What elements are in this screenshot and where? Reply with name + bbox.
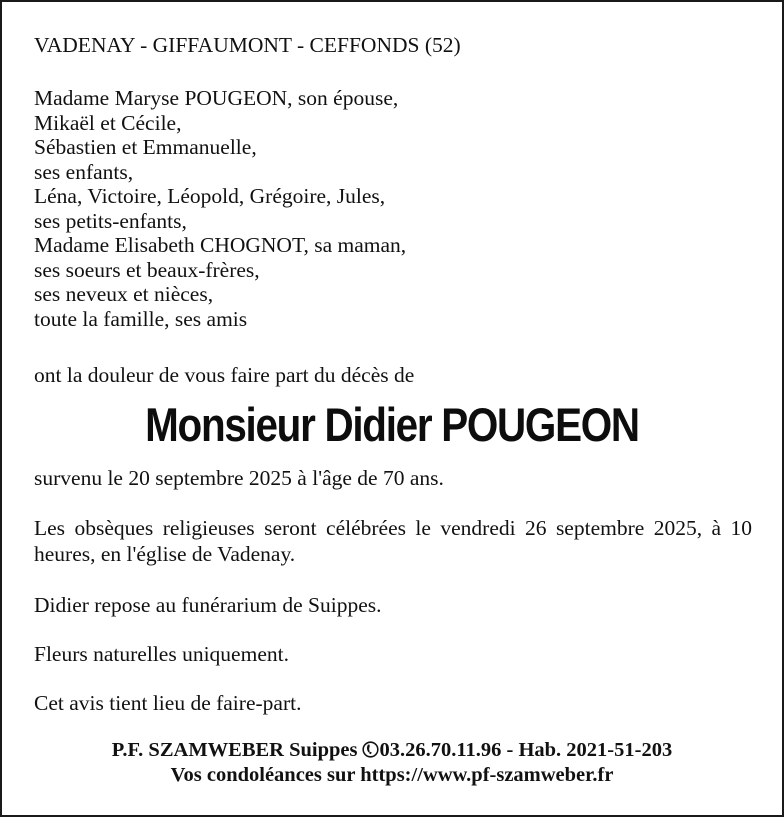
family-member-line: Mikaël et Cécile, xyxy=(34,110,182,135)
condolences-line: Vos condoléances sur https://www.pf-szamweber.fr xyxy=(170,764,614,786)
funeral-home-line xyxy=(2,738,782,763)
announcement-text: ont la douleur de vous faire part du décès de xyxy=(34,363,415,387)
family-member-line: Madame Elisabeth CHOGNOT, sa maman, xyxy=(34,233,407,257)
family-list xyxy=(34,86,406,331)
family-member-line: ses enfants, xyxy=(34,159,134,184)
flowers-note: Fleurs naturelles uniquement. xyxy=(34,642,289,666)
death-details: survenu le 20 septembre 2025 à l'âge de 70 ans. xyxy=(34,466,444,490)
notice-note: Cet avis tient lieu de faire-part. xyxy=(34,691,302,715)
family-member-line: Léna, Victoire, Léopold, Grégoire, Jules, xyxy=(34,184,386,208)
funeral-home-name: P.F. SZAMWEBER Suippes xyxy=(111,739,358,761)
family-member-line: ses soeurs et beaux-frères, xyxy=(34,257,260,282)
phone-icon xyxy=(362,740,379,757)
deceased-name: Monsieur Didier POUGEON xyxy=(145,398,639,451)
family-member-line: ses petits-enfants, xyxy=(34,208,187,233)
family-member-line: toute la famille, ses amis xyxy=(34,306,248,331)
rest-location: Didier repose au funérarium de Suippes. xyxy=(34,593,382,617)
family-member-line: Madame Maryse POUGEON, son épouse, xyxy=(34,86,399,110)
location-header: VADENAY - GIFFAUMONT - CEFFONDS (52) xyxy=(34,33,461,57)
family-member-line: Sébastien et Emmanuelle, xyxy=(34,135,257,159)
family-member-line: ses neveux et nièces, xyxy=(34,282,214,306)
funeral-details: Les obsèques religieuses seront célébrées le vendredi 26 septembre 2025, à 10 heures, en l'église de Vadenay. xyxy=(34,516,752,566)
phone-and-license: 03.26.70.11.96 - Hab. 2021-51-203 xyxy=(379,739,673,761)
